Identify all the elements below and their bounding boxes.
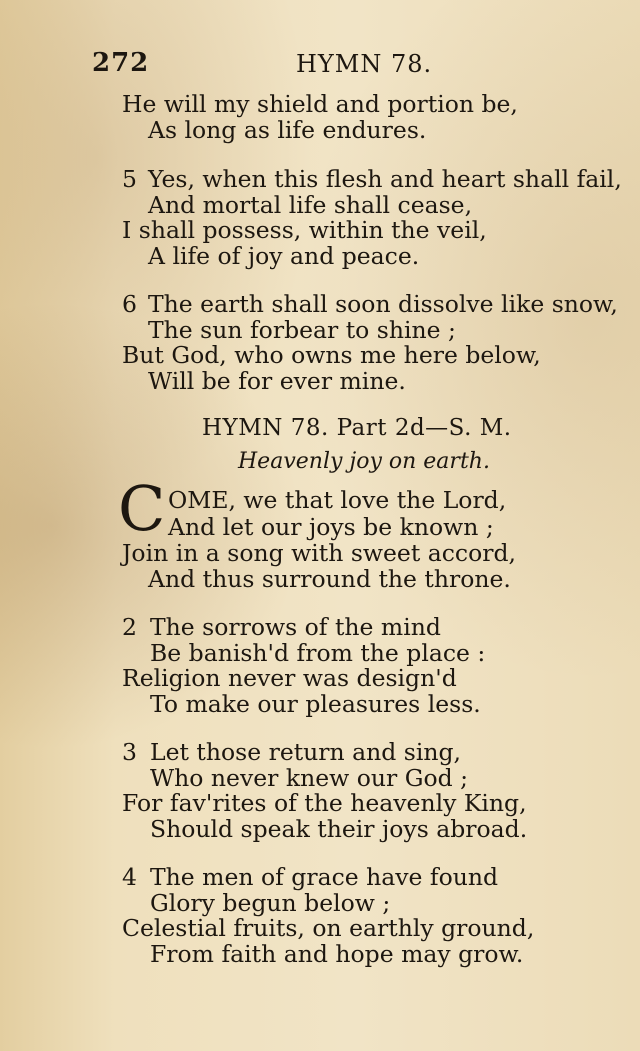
verse-line: But God, who owns me here below, xyxy=(122,341,541,369)
verse-line: Join in a song with sweet accord, xyxy=(122,539,516,567)
stanza-number: 6 xyxy=(122,290,137,318)
verse-line: The earth shall soon dissolve like snow, xyxy=(148,290,618,318)
verse-line: Who never knew our God ; xyxy=(150,764,469,792)
verse-line: Be banish'd from the place : xyxy=(150,639,486,667)
verse-line: I shall possess, within the veil, xyxy=(122,216,487,244)
verse-line: OME, we that love the Lord, xyxy=(168,486,507,514)
verse-line: From faith and hope may grow. xyxy=(150,940,524,968)
stanza-number: 5 xyxy=(122,165,137,193)
running-head: HYMN 78. xyxy=(296,50,433,78)
verse-line: The men of grace have found xyxy=(150,863,499,891)
hymn-subtitle: Heavenly joy on earth. xyxy=(238,449,490,474)
verse-line: Will be for ever mine. xyxy=(148,367,406,395)
stanza-number: 3 xyxy=(122,738,137,766)
stanza-number: 4 xyxy=(122,863,137,891)
verse-line: And let our joys be known ; xyxy=(168,513,494,541)
hymn-title: HYMN 78. Part 2d—S. M. xyxy=(202,415,512,441)
page-number: 272 xyxy=(92,48,150,78)
verse-line: To make our pleasures less. xyxy=(150,690,481,718)
stanza-number: 2 xyxy=(122,613,137,641)
verse-line: And thus surround the throne. xyxy=(148,565,511,593)
verse-line: Should speak their joys abroad. xyxy=(150,815,528,843)
verse-line: Glory begun below ; xyxy=(150,889,391,917)
verse-line: Celestial fruits, on earthly ground, xyxy=(122,914,535,942)
drop-cap: C xyxy=(118,472,166,545)
verse-line: A life of joy and peace. xyxy=(148,242,420,270)
verse-line: As long as life endures. xyxy=(148,116,427,144)
verse-line: Religion never was design'd xyxy=(122,664,457,692)
verse-line: Let those return and sing, xyxy=(150,738,462,766)
verse-line: For fav'rites of the heavenly King, xyxy=(122,789,527,817)
verse-line: Yes, when this flesh and heart shall fail, xyxy=(148,165,622,193)
verse-line: And mortal life shall cease, xyxy=(148,191,473,219)
verse-line: The sun forbear to shine ; xyxy=(148,316,456,344)
verse-line: The sorrows of the mind xyxy=(150,613,441,641)
verse-line: He will my shield and portion be, xyxy=(122,90,518,118)
